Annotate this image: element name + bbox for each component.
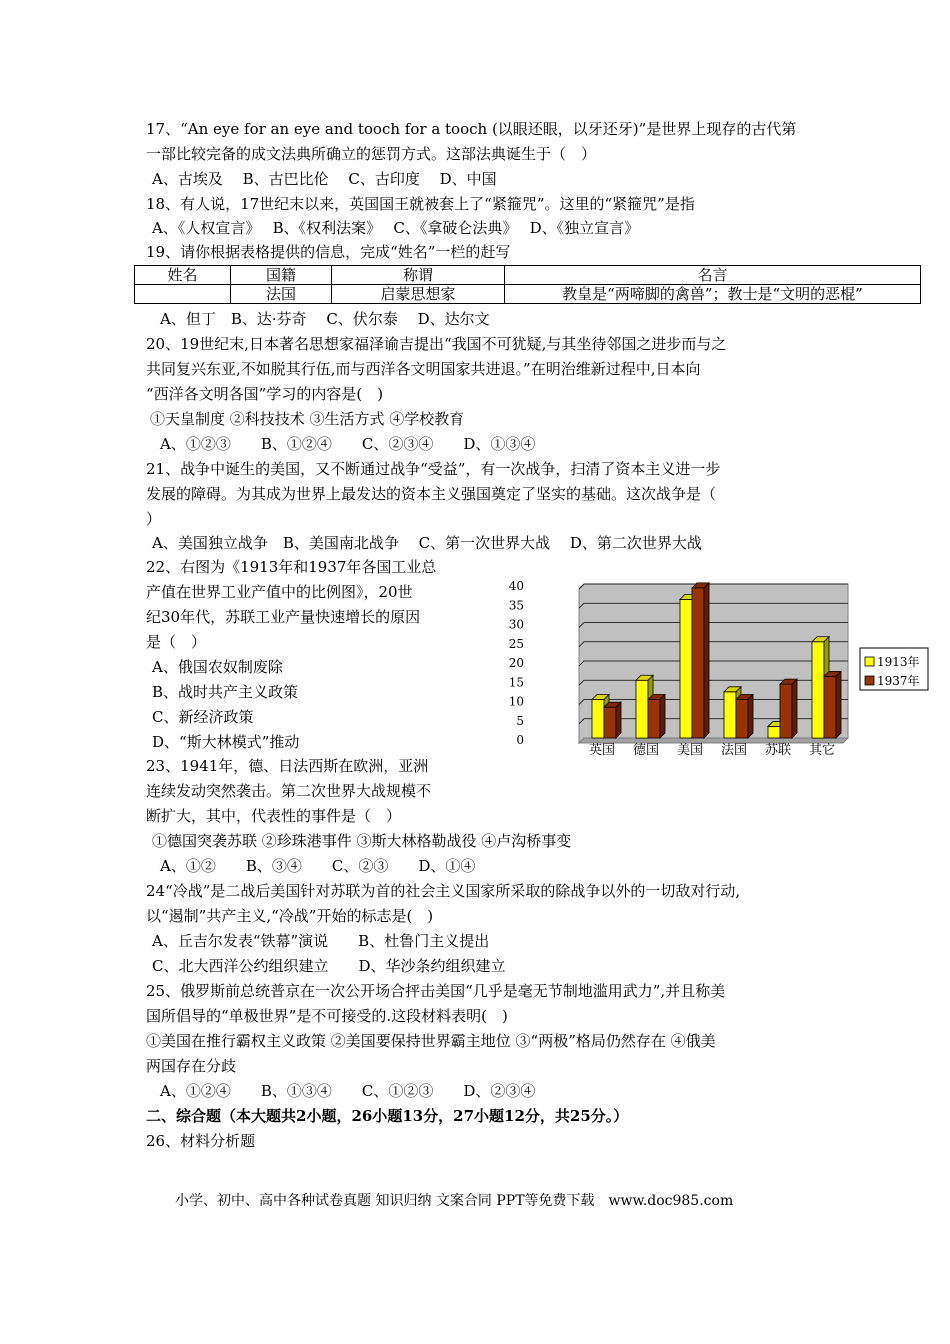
q18-line1: 18、有人说，17世纪末以来，英国国王就被套上了“紧箍咒”。这里的“紧箍咒”是指 [146, 195, 695, 213]
y-tick-label: 30 [508, 617, 524, 632]
q23-line2: 连续发动突然袭击。第二次世界大战规模不 [146, 782, 432, 800]
q20-line4: ①天皇制度 ②科技技术 ③生活方式 ④学校教育 [150, 410, 465, 428]
y-tick-label: 15 [508, 675, 524, 690]
bar [648, 695, 665, 739]
q23-line1: 23、1941年，德、日法西斯在欧洲，亚洲 [146, 757, 429, 775]
table-row [135, 285, 921, 304]
y-tick-label: 25 [508, 636, 524, 651]
q22-option-d: D、“斯大林模式”推动 [152, 733, 300, 751]
table-header-cell: 姓名 [135, 266, 231, 285]
x-tick-label: 法国 [720, 743, 748, 758]
q23-line3: 断扩大，其中，代表性的事件是（ ） [146, 807, 402, 825]
bar [824, 671, 841, 738]
y-tick-label: 10 [508, 694, 524, 709]
q22-option-a: A、俄国农奴制废除 [152, 658, 283, 676]
q20-options: A、①②③ B、①②④ C、②③④ D、①③④ [160, 435, 536, 453]
legend-swatch [865, 676, 874, 685]
q17-line1: 17、“An eye for an eye and tooch for a tooch (以眼还眼，以牙还牙)”是世界上现存的古代第 [146, 120, 797, 138]
q24-options-cd: C、北大西洋公约组织建立 D、华沙条约组织建立 [152, 957, 506, 975]
q22-option-c: C、新经济政策 [152, 708, 254, 726]
q24-options-ab: A、丘吉尔发表“铁幕”演说 B、杜鲁门主义提出 [152, 932, 490, 950]
bar [604, 702, 621, 738]
q24-line1: 24“冷战”是二战后美国针对苏联为首的社会主义国家所采取的除战争以外的一切敌对行动, [146, 882, 741, 900]
info-table [134, 265, 921, 304]
q22-line1: 22、右图为《1913年和1937年各国工业总 [146, 558, 437, 576]
table-header-cell: 国籍 [231, 266, 332, 285]
q21-line1: 21、战争中诞生的美国，又不断通过战争“受益”，有一次战争，扫清了资本主义进一步 [146, 460, 721, 478]
q17-options: A、古埃及 B、古巴比伦 C、古印度 D、中国 [152, 170, 497, 188]
q22-line4: 是（ ） [146, 633, 207, 651]
y-tick-label: 40 [508, 579, 524, 593]
table-cell: 启蒙思想家 [332, 285, 505, 304]
x-tick-label: 美国 [676, 743, 704, 758]
q19-options: A、但丁 B、达·芬奇 C、伏尔泰 D、达尔文 [160, 310, 490, 328]
industrial-output-bar-chart [500, 572, 940, 764]
table-header-cell: 名言 [505, 266, 921, 285]
y-tick-label: 35 [508, 598, 524, 613]
x-tick-label: 英国 [588, 743, 616, 758]
x-tick-label: 德国 [632, 743, 660, 758]
table-cell: 教皇是“两啼脚的禽兽”；教士是“文明的恶棍” [505, 285, 921, 304]
q25-line3: ①美国在推行霸权主义政策 ②美国要保持世界霸主地位 ③“两极”格局仍然存在 ④俄美 [146, 1032, 716, 1050]
page-footer: 小学、初中、高中各种试卷真题 知识归纳 文案合同 PPT等免费下载 www.doc985.com [175, 1193, 734, 1209]
y-tick-label: 5 [516, 713, 524, 728]
chart-floor [579, 738, 848, 743]
legend-label: 1913年 [877, 655, 920, 669]
table-cell: 法国 [231, 285, 332, 304]
section2-title: 二、综合题（本大题共2小题，26小题13分，27小题12分，共25分。） [146, 1107, 629, 1125]
q25-line1: 25、俄罗斯前总统普京在一次公开场合抨击美国“几乎是毫无节制地滥用武力”,并且称美 [146, 982, 726, 1000]
q19-line1: 19、请你根据表格提供的信息，完成“姓名”一栏的赶写 [146, 243, 511, 261]
table-header-cell: 称谓 [332, 266, 505, 285]
bar [736, 695, 753, 739]
x-tick-label: 其它 [808, 743, 836, 758]
q20-line2: 共同复兴东亚,不如脱其行伍,而与西洋各文明国家共进退。”在明治维新过程中,日本向 [146, 360, 701, 378]
q24-line2: 以“遏制”共产主义,“冷战”开始的标志是( ) [146, 907, 434, 925]
q22-option-b: B、战时共产主义政策 [152, 683, 299, 701]
bar [692, 583, 709, 738]
table-cell-name [135, 285, 231, 304]
q23-options: A、①② B、③④ C、②③ D、①④ [160, 857, 476, 875]
q21-options: A、美国独立战争 B、美国南北战争 C、第一次世界大战 D、第二次世界大战 [152, 534, 702, 552]
q20-line1: 20、19世纪末,日本著名思想家福泽谕吉提出“我国不可犹疑,与其坐待邻国之进步而与之 [146, 335, 727, 353]
bar [780, 679, 797, 738]
q17-line2: 一部比较完备的成文法典所确立的惩罚方式。这部法典诞生于（ ） [146, 145, 597, 163]
q23-line4: ①德国突袭苏联 ②珍珠港事件 ③斯大林格勒战役 ④卢沟桥事变 [152, 832, 572, 850]
q21-line2: 发展的障碍。为其成为世界上最发达的资本主义强国奠定了坚实的基础。这次战争是（ [146, 485, 717, 503]
q26-title: 26、材料分析题 [146, 1132, 256, 1150]
q25-options: A、①②④ B、①③④ C、①②③ D、②③④ [160, 1082, 536, 1100]
q25-line4: 两国存在分歧 [146, 1057, 237, 1075]
legend-swatch [865, 657, 874, 666]
q22-line2: 产值在世界工业产值中的比例图》，20世 [146, 583, 413, 601]
q25-line2: 国所倡导的“单极世界”是不可接受的.这段材料表明( ) [146, 1007, 508, 1025]
table-header-row [135, 266, 921, 285]
legend-label: 1937年 [877, 674, 920, 688]
y-tick-label: 0 [516, 733, 524, 747]
q18-options: A、《人权宣言》 B、《权利法案》 C、《拿破仑法典》 D、《独立宣言》 [152, 219, 640, 237]
x-tick-label: 苏联 [764, 743, 792, 758]
q21-line3: ） [146, 510, 162, 528]
y-tick-label: 20 [508, 656, 524, 670]
q22-line3: 纪30年代，苏联工业产量快速增长的原因 [146, 608, 421, 626]
q20-line3: “西洋各文明各国”学习的内容是( ) [146, 385, 384, 403]
